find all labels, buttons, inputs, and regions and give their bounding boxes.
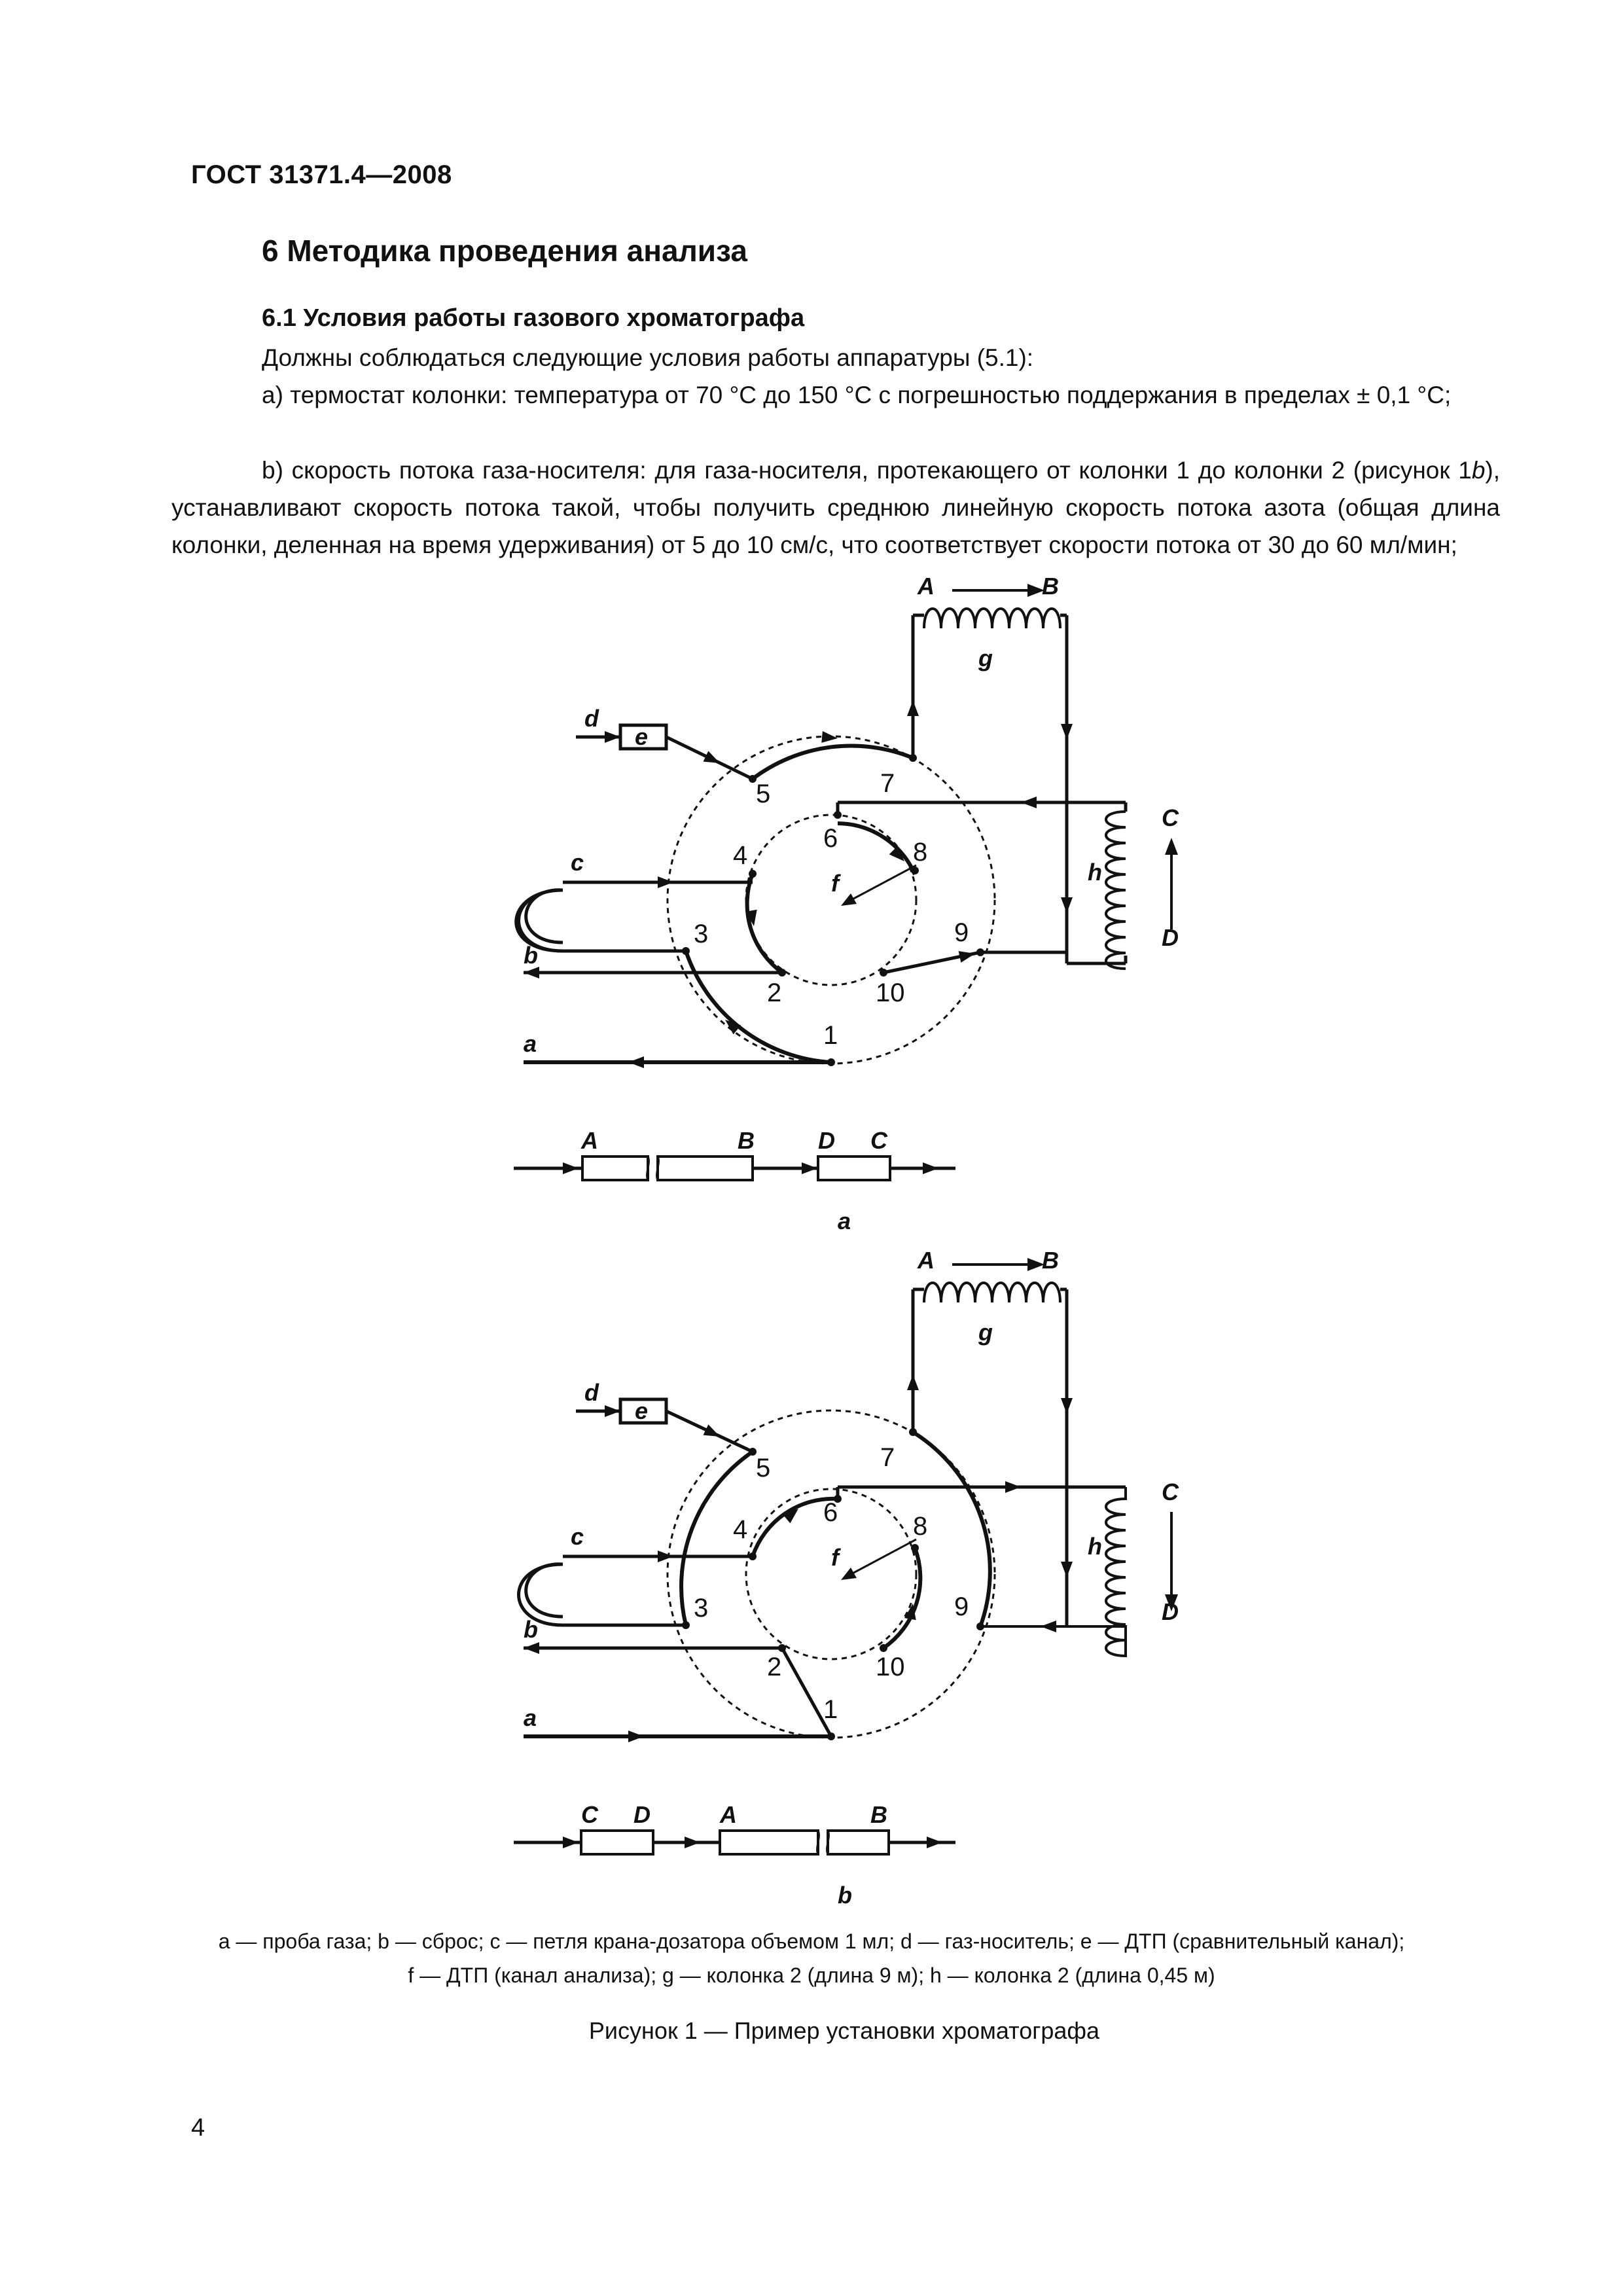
- figure-legend: [196, 1924, 1427, 1992]
- svg-text:8: 8: [913, 1512, 928, 1541]
- svg-text:9: 9: [954, 1592, 969, 1621]
- svg-text:D: D: [633, 1801, 651, 1828]
- svg-text:1: 1: [823, 1021, 838, 1050]
- svg-text:C: C: [581, 1801, 598, 1828]
- label-C: C: [1162, 804, 1179, 831]
- legend-line-2: f — ДТП (канал анализа); g — колонка 2 (длина 9 м); h — колонка 2 (длина 0,45 м): [408, 1964, 1215, 1987]
- figure-caption: Рисунок 1 — Пример установки хроматографа: [588, 2017, 1100, 2044]
- svg-text:2: 2: [767, 978, 782, 1007]
- svg-text:8: 8: [913, 838, 928, 867]
- panel-b-label: b: [838, 1882, 852, 1909]
- svg-text:5: 5: [756, 1454, 771, 1482]
- svg-text:A: A: [720, 1801, 737, 1828]
- paragraph-intro: Должны соблюдаться следующие условия работы аппаратуры (5.1):: [262, 344, 1034, 371]
- svg-text:10: 10: [876, 1653, 905, 1681]
- svg-text:e: e: [635, 1397, 649, 1424]
- svg-text:a: a: [524, 1704, 537, 1731]
- column-h: [1106, 812, 1126, 969]
- label-B: B: [1042, 573, 1059, 600]
- page-number: 4: [191, 2114, 205, 2142]
- column-g: [924, 609, 1060, 628]
- svg-text:4: 4: [733, 1515, 748, 1544]
- svg-text:7: 7: [880, 769, 895, 798]
- svg-text:C: C: [1162, 1479, 1179, 1505]
- svg-text:c: c: [571, 1523, 584, 1550]
- svg-text:5: 5: [756, 780, 771, 808]
- svg-text:3: 3: [694, 1594, 709, 1623]
- label-h: h: [1088, 859, 1102, 886]
- svg-text:f: f: [831, 1544, 839, 1571]
- svg-text:B: B: [738, 1127, 755, 1154]
- panel-a-label: a: [838, 1208, 851, 1234]
- document-header: ГОСТ 31371.4—2008: [191, 160, 452, 189]
- panel-a-diagram: [514, 584, 1178, 1180]
- label-g: g: [978, 645, 993, 672]
- svg-text:B: B: [1042, 1247, 1059, 1274]
- svg-text:2: 2: [767, 1653, 782, 1681]
- svg-text:6: 6: [823, 1498, 838, 1527]
- svg-text:A: A: [581, 1127, 598, 1154]
- panel-b-diagram: [514, 1258, 1178, 1854]
- label-d: d: [584, 705, 599, 732]
- legend-line-1: a — проба газа; b — сброс; c — петля крана-дозатора объемом 1 мл; d — газ-носитель; e — ДТП (сравнительный канал);: [218, 1929, 1405, 1953]
- svg-text:A: A: [918, 1247, 935, 1274]
- label-A: A: [918, 573, 935, 600]
- svg-text:C: C: [870, 1127, 887, 1154]
- label-D: D: [1162, 924, 1179, 951]
- svg-text:3: 3: [694, 920, 709, 948]
- svg-text:1: 1: [823, 1695, 838, 1724]
- svg-text:D: D: [818, 1127, 835, 1154]
- svg-text:9: 9: [954, 918, 969, 947]
- label-a: a: [524, 1030, 537, 1057]
- valve-outer-circle: [668, 736, 995, 1064]
- paragraph-item-a: a) термостат колонки: температура от 70 °С до 150 °С с погрешностью поддержания в пределах ± 0,1 °С;: [262, 382, 1452, 408]
- svg-text:d: d: [584, 1379, 599, 1406]
- paragraph-item-b: b) скорость потока газа-носителя: для газа-носителя, протекающего от колонки 1 до колонки 2 (рисунок 1b), устанавливают скорость потока такой, чтобы получить среднюю линейную скорость потока азота (общая длина колонки, деленная на время удерживания) от 5 до 10 см/с, что соответствует скорости потока от 30 до 60 мл/мин;: [171, 457, 1500, 558]
- section-heading: 6 Методика проведения анализа: [262, 234, 747, 268]
- svg-text:h: h: [1088, 1533, 1102, 1560]
- svg-text:6: 6: [823, 824, 838, 853]
- label-b: b: [524, 942, 538, 969]
- svg-text:D: D: [1162, 1598, 1179, 1625]
- label-e: e: [635, 723, 649, 750]
- svg-text:B: B: [870, 1801, 887, 1828]
- svg-text:g: g: [978, 1319, 993, 1346]
- label-c: c: [571, 849, 584, 876]
- subsection-heading: 6.1 Условия работы газового хроматографа: [262, 304, 805, 332]
- svg-text:10: 10: [876, 978, 905, 1007]
- svg-text:4: 4: [733, 841, 748, 870]
- svg-text:b: b: [524, 1616, 538, 1643]
- svg-text:7: 7: [880, 1443, 895, 1472]
- label-f: f: [831, 870, 839, 897]
